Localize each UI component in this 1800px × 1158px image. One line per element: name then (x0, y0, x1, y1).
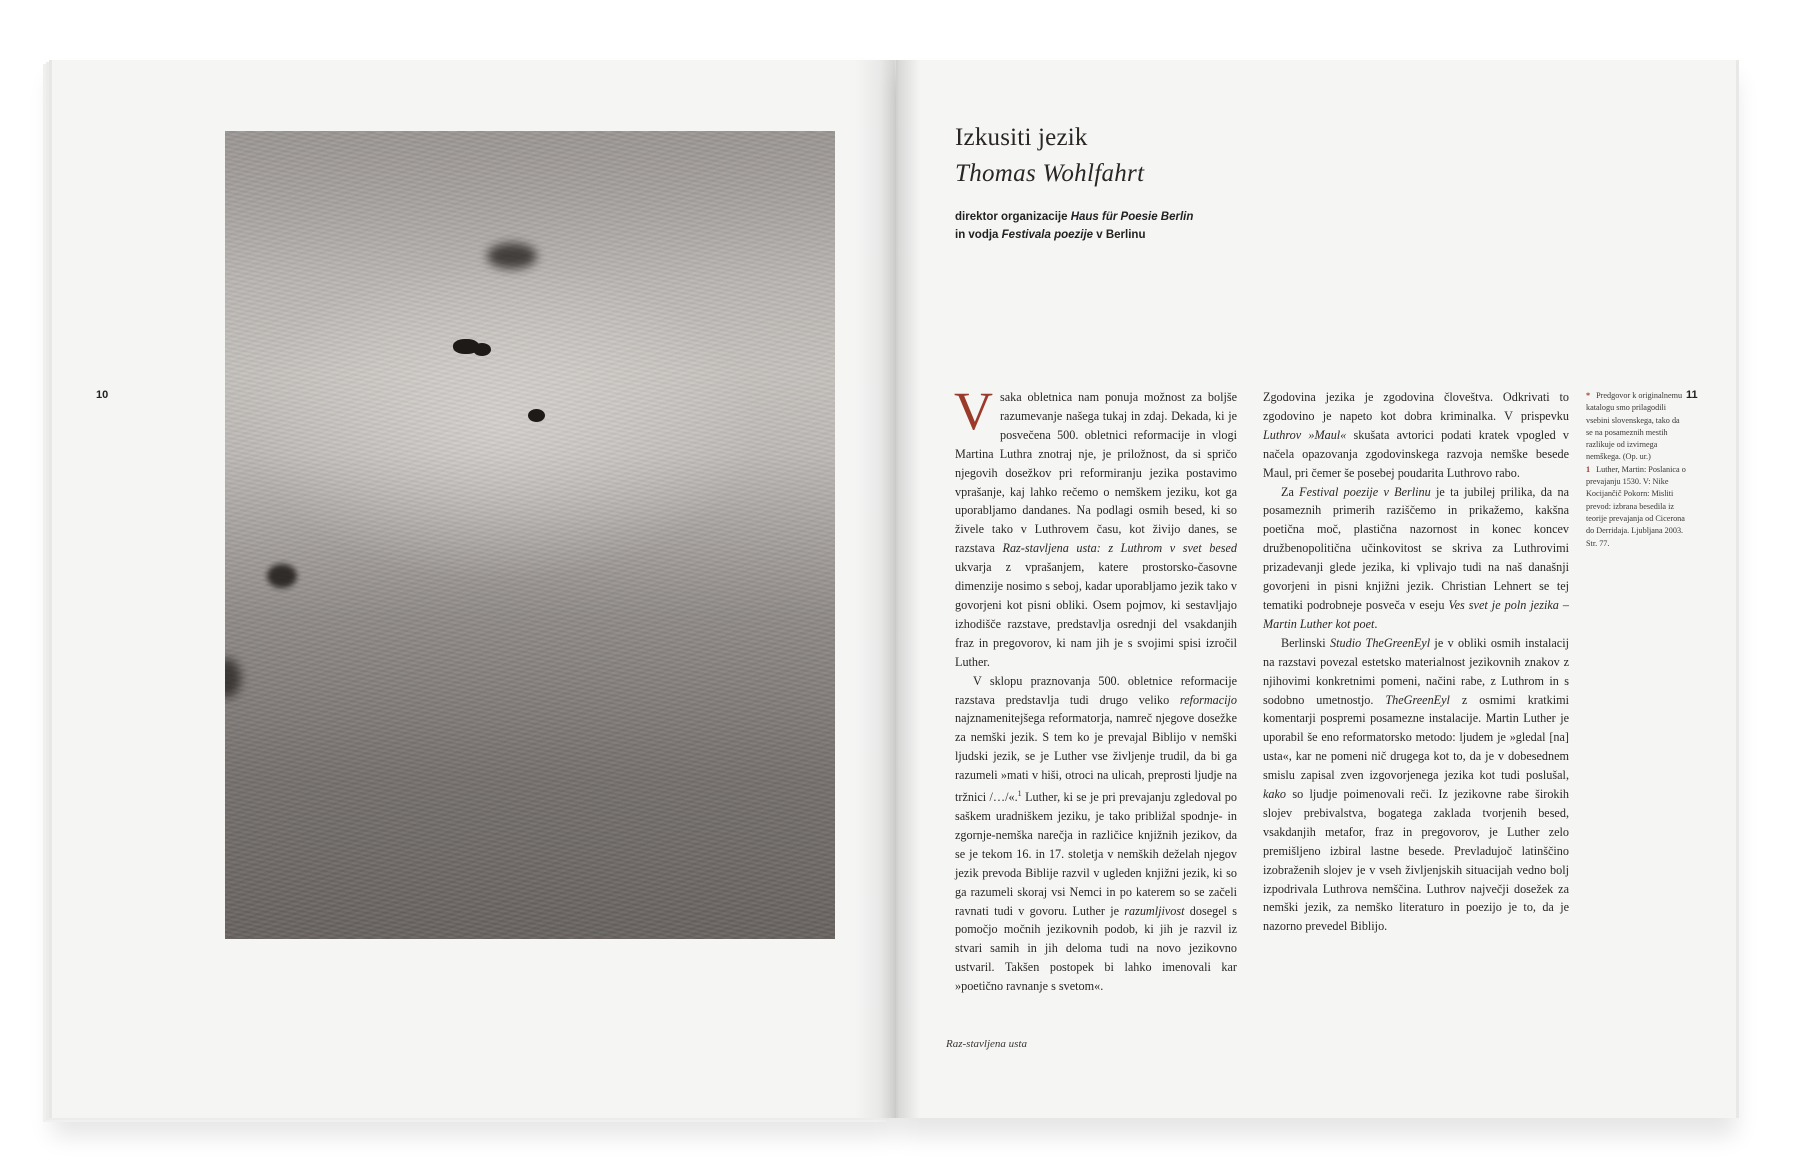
role-org: Haus für Poesie Berlin (1070, 211, 1194, 223)
body-column-2 (1263, 388, 1569, 936)
role-text: direktor organizacije (955, 211, 1071, 223)
emphasis: kako (1263, 787, 1287, 802)
paragraph-text: V sklopu praznovanja 500. obletnice reformacije razstava predstavlja tudi drugo veliko (955, 673, 1237, 707)
role-festival: Festivala poezije (1001, 229, 1094, 241)
paragraph-text: Zgodovina jezika je zgodovina človeštva. Odkrivati to zgodovino je napeto kot dobra kriminalka. V prispevku (1263, 390, 1569, 423)
paragraph-text: skušata avtorici podati kratek vpogled v načela opazovanja zgodovinskega razvoja nemške besede Maul, pri čemer še posebej poudarita Luthrovo rabo. (1263, 427, 1570, 480)
spine-fold (896, 60, 898, 1118)
paragraph-text: je v obliki osmih instalacij na razstavi povezal estetsko materialnost jezikovnih znakov z njihovimi konkretnimi pomeni, načini rabe, z Luthrom in s sodobno umetnostjo. (1263, 635, 1569, 707)
role-text: v Berlinu (1093, 229, 1146, 241)
studio-name: Studio TheGreenEyl (1330, 635, 1431, 650)
paragraph-text: Luther, ki se je pri prevajanju zgledoval po saškem uradniškem jeziku, je tako približal spodnje- in zgornje-nemška narečja in različice knjižnih jezikov, da se je tekom 16. in 17. stoletja v nemških deželah njegov jezik prevoda Biblije razvil v ugleden knjižni jezik, ki so ga razumeli skoraj vsi Nemci in po katerem so se začeli ravnati tudi v govoru. Luther je (955, 790, 1237, 918)
note-item (1586, 390, 1686, 464)
article-title: Izkusiti jezik (955, 124, 1088, 151)
footnote-ref: 1 (1017, 789, 1022, 799)
body-column-1 (954, 381, 1238, 996)
body-paragraph (1263, 634, 1569, 937)
paragraph-text: so ljudje poimenovali reči. Iz jezikovne rabe širokih slojev prebivalstva, bogatega zaklada tvorjenih besed, vsakdanjih metafor, fraz in pregovorov, je Luther zelo premišljeno izbiral lastne besede. Prevladujoč latinščino izobraženih slojev je v vseh življenjskih situacijah vedno bolj izpodrivala Luthrova nemščina. Luthrov največji dosežek za nemški jezik, za nemško literaturo in poezijo je to, da je nazorno prevedel Biblijo. (1263, 787, 1569, 934)
paragraph-text: saka obletnica nam ponuja možnost za boljše razumevanje našega tukaj in zdaj. Dekada, ki je posvečena 500. obletnici reformacije in vlogi Martina Luthra znotraj nje, je priložnost, da si spričo njegovih dosežkov pri reformiranju jezika postavimo vprašanje, kaj lahko rečemo o nemškem jeziku, kot ga uporabljamo dandanes. Na podlagi osmih besed, ki so živele tako v Luthrovem času, kot živijo danes, se razstava (955, 390, 1237, 556)
studio-name: TheGreenEyl (1385, 692, 1450, 707)
body-paragraph (1263, 483, 1569, 634)
paragraph-text: ukvarja z vprašanjem, katere prostorsko-časovne dimenzije nosimo s seboj, kadar uporabljamo jezik tako v govorjeni kot pisni obliki. Osem pojmov, ki sestavljajo izhodišče razstave, predstavlja osrednji del vsakdanjih fraz in pregovorov, ki nam jih je s svojimi spisi izročil Luther. (955, 560, 1237, 669)
running-footer: Raz-stavljena usta (946, 1038, 1027, 1050)
paragraph-text: najznamenitejšega reformatorja, namreč njegove dosežke za nemški jezik. S tem ko je prevajal Biblijo v nemški ljudski jezik, se je Luther vse življenje trudil, da bi ga razumeli »mati v hiši, otroci na ulicah, preprosti ljudje na tržnici /…/«. (955, 711, 1237, 805)
gutter-shadow-left (855, 60, 897, 1118)
note-text: Predgovor k originalnemu katalogu smo prilagodili vsebini slovenskega, tako da se na posameznih mestih razlikuje od izvirnega nemškega. (Op. ur.) (1586, 391, 1683, 462)
body-paragraph (1263, 388, 1569, 483)
gutter-shadow-right (898, 60, 920, 1118)
ink-spot (267, 564, 297, 588)
article-author: Thomas Wohlfahrt (955, 160, 1145, 187)
ink-spot (487, 243, 537, 269)
note-marker: * (1586, 391, 1591, 400)
page-number-right: 11 (1686, 389, 1698, 401)
emphasis: reformacijo (1179, 692, 1237, 707)
note-item (1586, 464, 1686, 550)
paper-texture-photo (225, 131, 835, 939)
paragraph-text: . (1374, 616, 1378, 631)
paragraph-text: dosegel s pomočjo močnih jezikovnih podob, ki jih je razvil iz stvari samih in jih deloma tudi na novo jezikovno ustvaril. Takšen postopek bi lahko imenovali kar »poetično ravnanje s svetom«. (955, 903, 1237, 994)
ink-spot (528, 409, 545, 422)
margin-notes (1586, 390, 1686, 550)
role-text: in vodja (955, 229, 1002, 241)
body-paragraph (955, 672, 1237, 996)
author-role (955, 208, 1275, 244)
paragraph-text: je ta jubilej prilika, da na posameznih primerih raziščemo in prikažemo, kakšna poetična moč, plastična nazornost in konec koncev družbenopolitična učinkovitost se skriva za Luthrovimi prizadevanji glede jezika, ki vplivajo tudi na naš današnji govorjeni in pisni knjižni jezik. Christian Lehnert se tej tematiki podrobneje posveča v eseju (1263, 484, 1570, 612)
festival-name: Festival poezije v Berlinu (1299, 484, 1431, 499)
page-number-left: 10 (96, 389, 109, 401)
essay-title: Luthrov »Maul« (1263, 427, 1347, 442)
emphasis: razumljivost (1124, 903, 1185, 918)
paragraph-text: Berlinski (1281, 635, 1331, 650)
paragraph-text: Za (1281, 484, 1300, 499)
paragraph-text: z osmimi kratkimi komentarji pospremi posamezne instalacije. Martin Luther je uporabil še eno reformatorsko metodo: ljudem je »gledal [na] usta«, kar ne pomeni nič drugega kot to, da je v dobesednem smislu zapisal zven izgovorjenega jezika kot tudi poslušal, (1263, 692, 1569, 783)
note-marker: 1 (1586, 464, 1591, 474)
exhibition-title: Raz-stavljena usta: z Luthrom v svet besed (1002, 541, 1238, 556)
body-paragraph (954, 381, 1238, 672)
note-text: Luther, Martin: Poslanica o prevajanju 1530. V: Nike Kocijančič Pokorn: Misliti prevod: izbrana besedila iz teorije prevajanja od Cicerona do Derridaja. Ljubljana 2003. Str. 77. (1586, 464, 1686, 548)
essay-title: Ves svet je poln jezika – Martin Luther kot poet (1263, 597, 1569, 631)
drop-cap: V (954, 381, 993, 441)
ink-spot (473, 343, 491, 356)
